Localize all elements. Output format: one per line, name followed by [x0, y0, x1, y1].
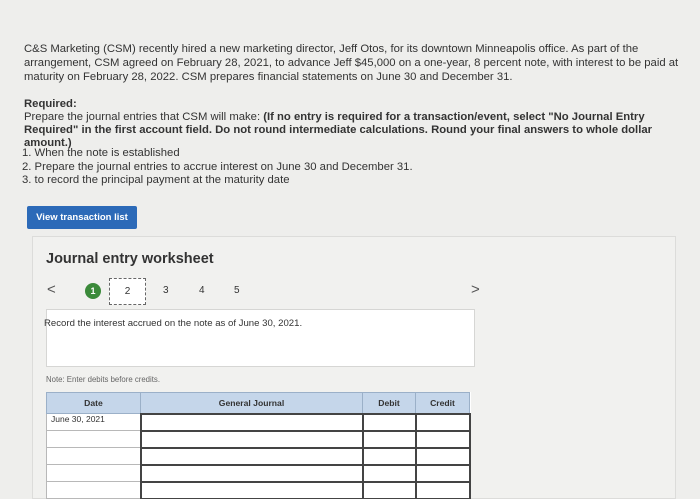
tab-step-5[interactable]: 5 [234, 285, 240, 296]
table-row [47, 414, 470, 431]
tab-step-1[interactable]: 1 [85, 283, 101, 299]
journal-table [46, 392, 471, 499]
table-row [47, 448, 470, 465]
credit-input[interactable] [416, 448, 470, 465]
date-cell[interactable] [47, 448, 141, 465]
date-cell[interactable]: June 30, 2021 [47, 414, 141, 431]
credit-input[interactable] [416, 414, 470, 431]
account-input[interactable] [141, 465, 363, 482]
view-transaction-list-button[interactable]: View transaction list [27, 206, 137, 229]
tab-step-4[interactable]: 4 [199, 285, 205, 296]
table-row [47, 431, 470, 448]
date-cell[interactable] [47, 482, 141, 499]
account-input[interactable] [141, 448, 363, 465]
steps-list [22, 147, 522, 188]
debit-input[interactable] [363, 465, 416, 482]
instruction-text: Record the interest accrued on the note as of June 30, 2021. [44, 318, 303, 329]
problem-intro: C&S Marketing (CSM) recently hired a new marketing director, Jeff Otos, for its downtown Minneapolis office. As part of the arrangement, CSM agreed on February 28, 2021, to advance Jeff $45,000 on a one-year, 8 percent note, with interest to be paid at maturity on February 28, 2022. CSM prepares financial statements on June 30 and December 31. [24, 43, 679, 83]
debit-input[interactable] [363, 448, 416, 465]
account-input[interactable] [141, 482, 363, 499]
step-item: 3. to record the principal payment at the maturity date [22, 174, 290, 186]
journal-entry-worksheet [32, 236, 676, 499]
account-input[interactable] [141, 431, 363, 448]
debit-input[interactable] [363, 431, 416, 448]
chevron-right-icon[interactable]: > [471, 281, 480, 298]
credit-input[interactable] [416, 482, 470, 499]
debit-input[interactable] [363, 482, 416, 499]
header-debit: Debit [363, 393, 416, 414]
header-date: Date [47, 393, 141, 414]
note-text: Note: Enter debits before credits. [46, 375, 160, 384]
worksheet-title: Journal entry worksheet [46, 251, 214, 267]
step-item: 2. Prepare the journal entries to accrue interest on June 30 and December 31. [22, 160, 413, 173]
required-instructions [24, 111, 696, 150]
account-input[interactable] [141, 414, 363, 431]
date-cell[interactable] [47, 431, 141, 448]
chevron-left-icon[interactable]: < [47, 281, 56, 298]
required-heading: Required: [24, 98, 77, 110]
required-text: Prepare the journal entries that CSM will make: [24, 111, 264, 123]
date-cell[interactable] [47, 465, 141, 482]
credit-input[interactable] [416, 431, 470, 448]
required-bold-text: (If no entry is required for a transaction/event, select "No Journal Entry Required" in the first account field. Do not round intermediate calculations. Round your final answers to whole dollar amount.) [24, 111, 653, 149]
table-row [47, 482, 470, 499]
credit-input[interactable] [416, 465, 470, 482]
tab-step-3[interactable]: 3 [163, 285, 169, 296]
required-section [24, 98, 696, 150]
header-general-journal: General Journal [141, 393, 363, 414]
debit-input[interactable] [363, 414, 416, 431]
tab-step-2[interactable]: 2 [109, 278, 146, 305]
table-row [47, 465, 470, 482]
header-credit: Credit [416, 393, 470, 414]
step-item: 1. When the note is established [22, 147, 180, 159]
